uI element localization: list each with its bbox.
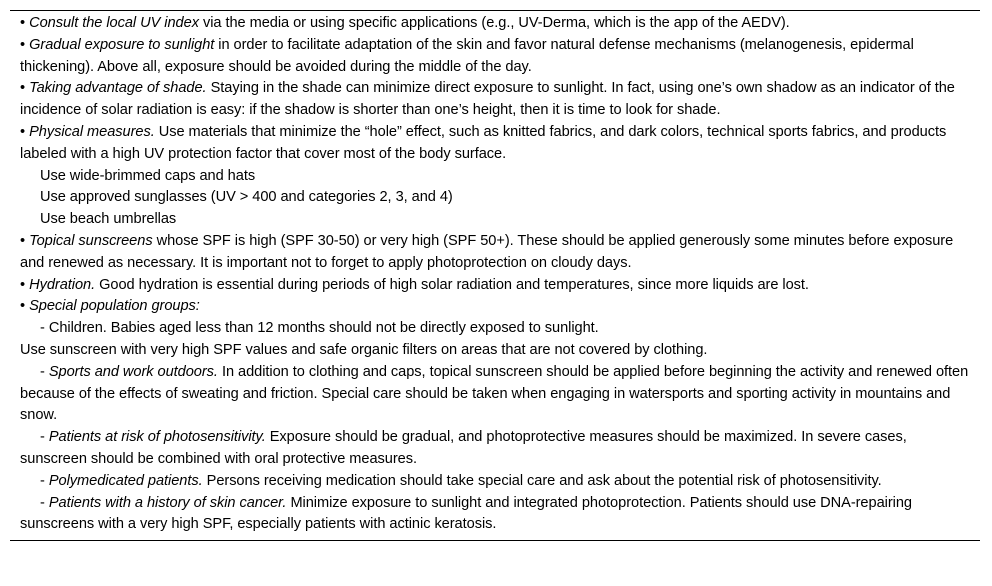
group-text: Persons receiving medication should take special care and ask about the potential risk of photosensitivity. bbox=[202, 472, 882, 489]
item-text: Staying in the shade can minimize direct exposure to sunlight. In fact, using one’s own shadow as an indicator of the incidence of solar radiation is easy: if the shadow is shorter than one’s height, then it is time to look for shade. bbox=[20, 80, 955, 119]
item-physical-measures bbox=[20, 122, 970, 166]
group-skin-cancer bbox=[20, 493, 970, 537]
item-text: Good hydration is essential during periods of high solar radiation and temperatures, since more liquids are lost. bbox=[95, 276, 809, 293]
bullet: • bbox=[20, 123, 26, 140]
physical-sub-caps: Use wide-brimmed caps and hats bbox=[40, 167, 256, 184]
group-term: Patients with a history of skin cancer. bbox=[48, 494, 287, 511]
item-gradual-exposure bbox=[20, 35, 970, 79]
item-term: Topical sunscreens bbox=[29, 232, 153, 249]
item-hydration bbox=[20, 275, 970, 297]
item-special-groups bbox=[20, 296, 970, 318]
item-term: Taking advantage of shade. bbox=[29, 80, 207, 97]
item-text: via the media or using specific applications (e.g., UV-Derma, which is the app of the AEDV). bbox=[198, 15, 790, 31]
item-term: Physical measures. bbox=[29, 123, 155, 140]
group-polymedicated bbox=[20, 471, 970, 493]
item-topical-sunscreens bbox=[20, 231, 970, 275]
dash: - bbox=[40, 429, 49, 446]
item-term: Consult the local UV index bbox=[29, 15, 199, 31]
group-term: Polymedicated patients. bbox=[48, 472, 203, 489]
group-children-continued: Use sunscreen with very high SPF values and safe organic filters on areas that are not covered by clothing. bbox=[20, 341, 708, 358]
item-text: in order to facilitate adaptation of the skin and favor natural defense mechanisms (melanogenesis, epidermal thickening). Above all, exposure should be avoided during the middle of the day. bbox=[20, 36, 914, 75]
group-text: Children. Babies aged less than 12 months should not be directly exposed to sunlight. bbox=[48, 320, 599, 337]
group-children bbox=[20, 318, 970, 340]
dash: - bbox=[40, 320, 49, 337]
dash: - bbox=[40, 472, 49, 489]
item-uv-index bbox=[20, 13, 970, 35]
group-text: Minimize exposure to sunlight and integrated photoprotection. Patients should use DNA-repairing sunscreens with a very high SPF, especially patients with actinic keratosis. bbox=[20, 494, 912, 533]
item-term: Hydration. bbox=[29, 276, 96, 293]
bullet: • bbox=[20, 36, 26, 53]
group-sports bbox=[20, 362, 970, 427]
group-text: Exposure should be gradual, and photoprotective measures should be maximized. In severe cases, sunscreen should be combined with oral protective measures. bbox=[20, 429, 907, 467]
item-text: Use materials that minimize the “hole” effect, such as knitted fabrics, and dark colors, technical sports fabrics, and products labeled with a high UV protection factor that cover most of the body surface. bbox=[20, 123, 947, 162]
group-term: Patients at risk of photosensitivity. bbox=[48, 429, 266, 446]
physical-sub-umbrellas: Use beach umbrellas bbox=[40, 211, 177, 228]
dash: - bbox=[40, 494, 49, 511]
item-shade bbox=[20, 78, 970, 122]
group-text: In addition to clothing and caps, topical sunscreen should be applied before beginning the activity and renewed often because of the effects of sweating and friction. Special care should be taken when engaging in watersports and sporting activity in mountains and snow. bbox=[20, 363, 969, 424]
dash: - bbox=[40, 363, 49, 380]
bullet: • bbox=[20, 298, 26, 315]
group-term: Sports and work outdoors. bbox=[48, 363, 218, 380]
recommendations-table bbox=[10, 10, 980, 541]
bullet: • bbox=[20, 232, 26, 249]
group-photosensitivity bbox=[20, 427, 970, 471]
recommendations-cell bbox=[10, 11, 980, 540]
physical-sub-sunglasses: Use approved sunglasses (UV > 400 and categories 2, 3, and 4) bbox=[40, 189, 453, 206]
item-term: Special population groups: bbox=[29, 298, 200, 315]
bullet: • bbox=[20, 80, 26, 97]
bullet: • bbox=[20, 276, 26, 293]
item-text: whose SPF is high (SPF 30-50) or very high (SPF 50+). These should be applied generously some minutes before exposure and renewed as necessary. It is important not to forget to apply photoprotection on cloudy days. bbox=[20, 232, 954, 271]
bullet: • bbox=[20, 15, 26, 31]
item-term: Gradual exposure to sunlight bbox=[29, 36, 215, 53]
